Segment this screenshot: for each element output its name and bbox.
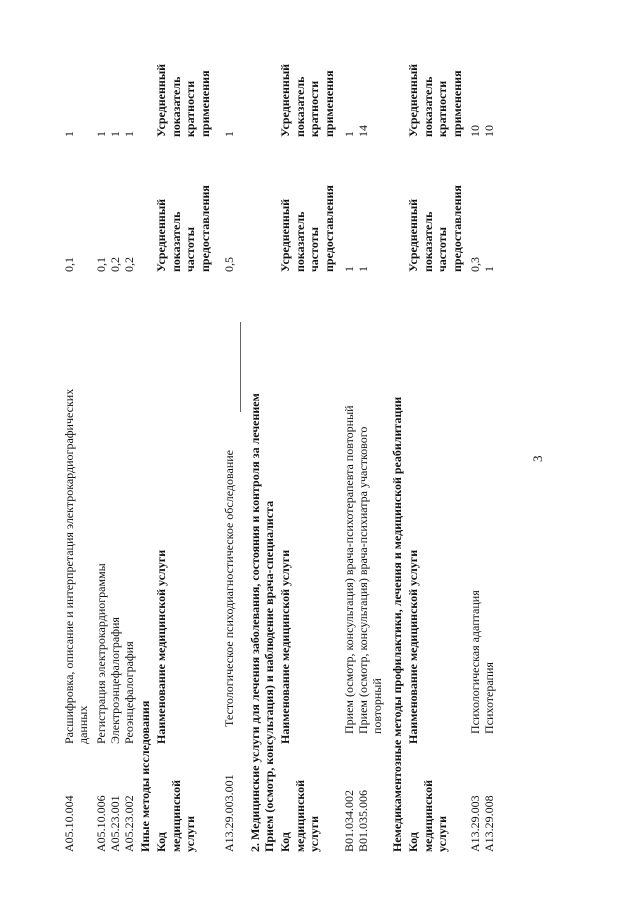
header-mult-line: Усредненный <box>154 63 168 137</box>
frequency-value: 0,2 <box>108 257 122 272</box>
multiplicity-value: 1 <box>342 131 356 137</box>
service-code: B01.035.006 <box>356 789 370 852</box>
header-mult-line: показатель <box>292 76 307 137</box>
header-code-line: медицинской <box>292 779 307 852</box>
header-multiplicity <box>154 64 212 137</box>
header-mult-line: применения <box>449 70 464 137</box>
header-code-line: услуги <box>307 815 321 852</box>
multiplicity-value: 1 <box>94 131 108 137</box>
multiplicity-value: 14 <box>356 125 370 137</box>
header-mult-line: кратности <box>307 80 321 137</box>
header-mult-line: показатель <box>168 76 183 137</box>
frequency-value: 0,5 <box>222 257 236 272</box>
frequency-value: 1 <box>356 266 370 272</box>
header-freq-line: частоты <box>183 227 197 272</box>
service-code: A05.23.001 <box>108 795 122 852</box>
service-name <box>356 264 384 734</box>
service-code: A05.23.002 <box>122 795 136 852</box>
header-code-line: услуги <box>435 815 449 852</box>
header-code <box>154 780 198 852</box>
header-freq-line: Усредненный <box>154 198 168 272</box>
header-code-line: Код <box>278 832 292 852</box>
service-name-line1: Прием (осмотр, консультация) врача-психиатра участкового <box>356 426 370 734</box>
header-code <box>278 780 322 852</box>
header-frequency <box>278 185 336 272</box>
section-other-methods: Иные методы исследования <box>138 700 152 852</box>
page-number: 3 <box>530 455 545 462</box>
header-code-line: медицинской <box>420 779 435 852</box>
header-service-name: Наименование медицинской услуги <box>278 549 292 744</box>
section-2-subtitle: Прием (осмотр, консультация) и наблюдение врача-специалиста <box>262 500 276 852</box>
header-frequency <box>406 185 464 272</box>
multiplicity-value: 10 <box>482 125 496 137</box>
multiplicity-value: 1 <box>62 131 76 137</box>
header-mult-line: показатель <box>420 76 435 137</box>
underline-mark <box>240 322 241 412</box>
header-multiplicity <box>278 64 336 137</box>
header-freq-line: Усредненный <box>278 198 292 272</box>
header-freq-line: предоставления <box>197 185 212 272</box>
frequency-value: 0,1 <box>62 257 76 272</box>
header-code-line: Код <box>154 832 168 852</box>
header-freq-line: показатель <box>420 211 435 272</box>
header-code <box>406 780 450 852</box>
multiplicity-value: 1 <box>122 131 136 137</box>
section-3-title: Немедикаментозные методы профилактики, лечения и медицинской реабилитации <box>390 396 404 852</box>
header-freq-line: предоставления <box>449 185 464 272</box>
header-mult-line: применения <box>321 70 336 137</box>
frequency-value: 0,3 <box>468 257 482 272</box>
service-name-line1: Расшифровка, описание и интерпретация электрокардиографических <box>62 388 76 744</box>
header-freq-line: показатель <box>292 211 307 272</box>
header-mult-line: кратности <box>183 80 197 137</box>
header-multiplicity <box>406 64 464 137</box>
header-freq-line: предоставления <box>321 185 336 272</box>
header-freq-line: Усредненный <box>406 198 420 272</box>
service-name: Электроэнцефалография <box>108 617 122 744</box>
service-name: Психотерапия <box>482 662 496 734</box>
multiplicity-value: 1 <box>222 131 236 137</box>
header-frequency <box>154 185 212 272</box>
service-name: Регистрация электрокардиограммы <box>94 563 108 744</box>
header-freq-line: частоты <box>307 227 321 272</box>
service-name <box>62 274 90 744</box>
header-mult-line: применения <box>197 70 212 137</box>
header-code-line: услуги <box>183 815 197 852</box>
header-code-line: медицинской <box>168 779 183 852</box>
service-name: Реоэнцефалография <box>122 641 136 744</box>
header-code-line: Код <box>406 832 420 852</box>
service-code: B01.034.002 <box>342 789 356 852</box>
service-name: Психологическая адаптация <box>468 590 482 734</box>
frequency-value: 1 <box>342 266 356 272</box>
service-name-line2: повторный <box>370 678 384 734</box>
header-service-name: Наименование медицинской услуги <box>406 549 420 744</box>
service-code: A05.10.006 <box>94 795 108 852</box>
service-code: A13.29.003.001 <box>222 774 236 852</box>
multiplicity-value: 10 <box>468 125 482 137</box>
frequency-value: 0,2 <box>122 257 136 272</box>
service-name: Тестологическое психодиагностическое обследование <box>222 450 236 727</box>
header-freq-line: показатель <box>168 211 183 272</box>
header-mult-line: кратности <box>435 80 449 137</box>
frequency-value: 0,1 <box>94 257 108 272</box>
service-name-line2: данных <box>76 705 90 744</box>
rotated-content <box>50 52 590 852</box>
frequency-value: 1 <box>482 266 496 272</box>
header-mult-line: Усредненный <box>406 63 420 137</box>
section-2-title: 2. Медицинские услуги для лечения заболевания, состояния и контроля за лечением <box>248 393 262 852</box>
service-name: Прием (осмотр, консультация) врача-психотерапевта повторный <box>342 405 356 734</box>
header-mult-line: Усредненный <box>278 63 292 137</box>
header-service-name: Наименование медицинской услуги <box>154 549 168 744</box>
service-code: A05.10.004 <box>62 795 76 852</box>
service-code: A13.29.003 <box>468 795 482 852</box>
header-freq-line: частоты <box>435 227 449 272</box>
service-code: A13.29.008 <box>482 795 496 852</box>
multiplicity-value: 1 <box>108 131 122 137</box>
